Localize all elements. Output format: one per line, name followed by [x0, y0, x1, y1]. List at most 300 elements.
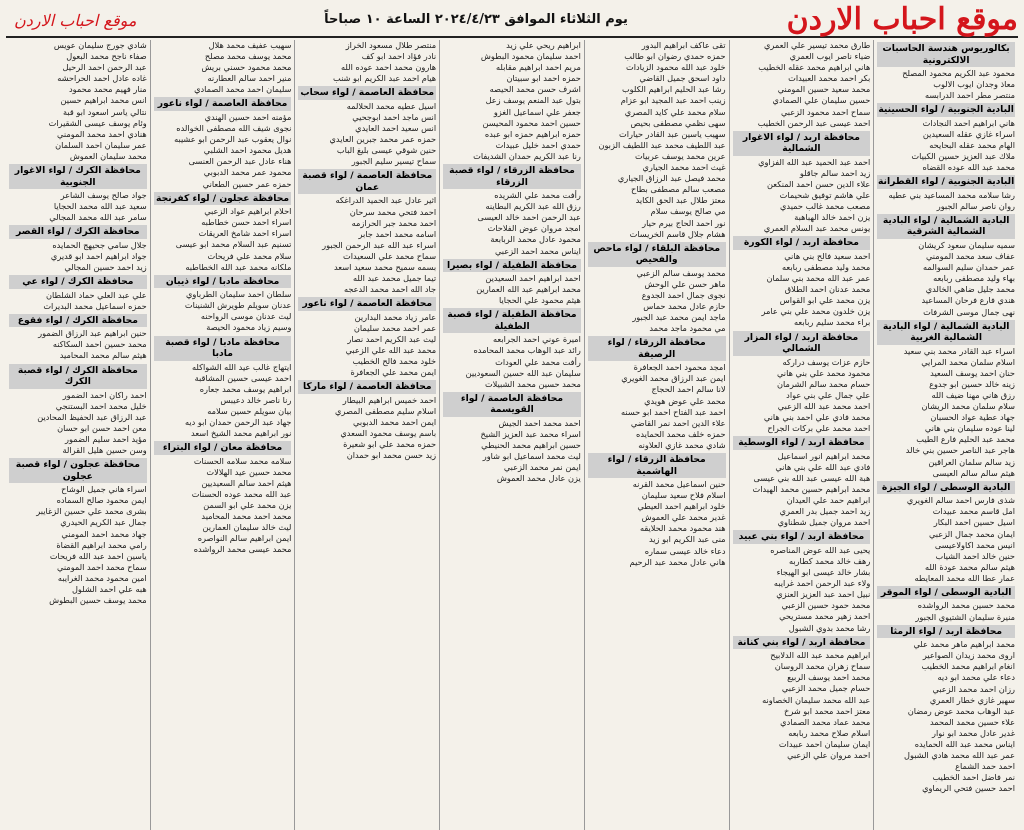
name-entry: ابراهيم ريحي علي زيد: [506, 40, 581, 50]
name-entry: وسن حسين هليل القرالة: [62, 445, 147, 456]
name-entry: سهير غازي خطار العمري: [929, 694, 1015, 705]
name-entry: رزق هاني مهنا ضيف الله: [931, 389, 1015, 400]
name-entry: ملاك عبد العزيز حسين الكبيات: [911, 151, 1015, 162]
name-entry: هندي فارع فرحان المساعيد: [921, 295, 1015, 306]
name-entry: اسلام سلمان محمد المرايي: [921, 356, 1015, 367]
name-entry: احمد راكان احمد الضمور: [62, 389, 147, 400]
name-entry: محمود عمر محمد الدبوبي: [203, 167, 292, 178]
name-entry: محمد عبد الله عوده القضاه: [922, 162, 1015, 173]
name-entry: نوال يعقوب عبد الرحمن ابو عشيبه: [174, 134, 292, 145]
name-entry: ايمان سليمان احمد عبيدات: [778, 738, 871, 749]
section-heading: محافظة الكرك / لواء فقوع: [9, 314, 147, 328]
name-entry: سهيب ياسين عبد القادر حيارات: [619, 128, 726, 139]
name-entry: رنا ناصر خالد دعيبس: [220, 394, 292, 405]
name-entry: نجوى جمال احمد الجدوع: [641, 289, 726, 300]
columns-container: [6, 40, 1018, 830]
name-entry: هيام احمد عبد الكريم ابو شنب: [333, 73, 437, 84]
column-3: [584, 40, 729, 830]
name-entry: حنين خالد احمد الشياب: [935, 550, 1015, 561]
name-entry: داود اسحق جميل القاضي: [639, 73, 726, 84]
name-entry: حمزه عمر محمد جبرين العايدي: [329, 134, 437, 145]
name-entry: ملكانه محمد عبد الله الخطاطبه: [185, 261, 292, 272]
column-7: [6, 40, 150, 830]
name-entry: رنا عبد الكريم حمدان الشديفات: [473, 150, 581, 161]
name-entry: حنان احمد يوسف السعيد: [930, 367, 1015, 378]
name-entry: زيد احمد حسين المجالي: [64, 262, 147, 272]
name-entry: نمر فاضل احمد الخطيب: [932, 772, 1015, 783]
name-entry: اشرف حسن محمد الحيصه: [489, 84, 581, 95]
section-heading: محافظة العاصمة / لواء القويسمة: [443, 392, 581, 417]
name-entry: محمد عماد محمد الصمادي: [780, 716, 871, 727]
name-entry: صفاء ناجح محمد البعول: [66, 51, 147, 62]
section-heading: محافظة الكرك / لواء الاغوار الجنوبية: [9, 164, 147, 189]
name-entry: محمد عدنان احمد الطلاق: [784, 284, 871, 295]
name-entry: علاء الدين احمد نمر القاضي: [630, 417, 726, 428]
section-heading: البادية الشمالية / لواء البادية الشمالية الغربية: [877, 320, 1015, 345]
name-entry: عبد الرزاق عبد الحفيظ المحادين: [37, 411, 147, 422]
name-entry: اسلام صلاح محمد ربابعه: [788, 727, 871, 738]
section-heading: محافظة اربد / لواء الرمثا: [877, 625, 1015, 639]
name-entry: عمر سليمان احمد السلمان: [55, 139, 147, 150]
name-entry: رأفت محمد علي الشريده: [494, 190, 581, 201]
name-entry: اسراء محمد عبد العزيز الشيخ: [480, 428, 581, 439]
name-entry: هند محمود محمد الحلايقه: [639, 523, 726, 534]
column-6: [150, 40, 295, 830]
name-entry: اسراء عبد الله عبد الرحمن الجبور: [322, 239, 437, 250]
name-entry: عبد الله محمد سليمان الخصاونه: [762, 694, 871, 705]
name-entry: محمد حمود حسين الزعبي: [781, 600, 871, 611]
name-entry: حمزه اسماعيل محمد البديرات: [43, 300, 147, 311]
name-entry: عمر احمد محمد سليمان: [353, 322, 437, 333]
section-heading: محافظة مادبا / لواء ذيبان: [154, 275, 292, 289]
name-entry: احمد محمد عبد الله الزعبي: [777, 400, 871, 411]
name-entry: ايمن محمد علي الجعافرة: [350, 367, 437, 378]
name-entry: محمد حسين عيد الهلالات: [206, 466, 292, 477]
name-entry: احمد خميس ابراهيم البيطار: [342, 394, 437, 405]
name-entry: عبد الرحمن احمد الرحيل: [62, 62, 147, 73]
name-entry: شادي محمد غازي العلاونه: [638, 439, 726, 450]
name-entry: سماح احمد محمود الزعبي: [780, 106, 871, 117]
name-entry: اسراء هاني جميل الوشاح: [61, 484, 147, 495]
name-entry: عبد اللطيف محمد عبد اللطيف الزبون: [598, 139, 726, 150]
name-entry: حسين سليمان علي الصمادي: [772, 95, 871, 106]
name-entry: هبه علي احمد الشلول: [71, 583, 147, 594]
name-entry: محمد عبد الحليم فارع الطيب: [916, 434, 1015, 445]
name-entry: جعفر علي اسماعيل الغزو: [493, 106, 581, 117]
site-title-small: موقع احباب الاردن: [14, 10, 137, 30]
section-heading: محافظة عجلون / لواء قصبة عجلون: [9, 458, 147, 483]
name-entry: محمد فادي علي احمد بني هاني: [763, 412, 871, 423]
name-entry: محمد ابراهيم حسين محمد الهيدات: [752, 484, 871, 494]
name-entry: باسم يوسف محمود السعدي: [340, 428, 437, 439]
name-entry: رائد عبد الوهاب محمد المحامده: [473, 345, 581, 356]
name-entry: ايمن ابراهيم سالم النواصره: [197, 533, 292, 544]
name-entry: محمد فيصل عبد الرزاق الجياري: [617, 173, 726, 184]
name-entry: نور احمد الحاج بيرم حيار: [642, 217, 726, 228]
name-entry: رزان احمد محمد الزعبي: [932, 683, 1015, 694]
name-entry: هاني عادل محمد عبد الرحيم: [629, 556, 726, 567]
name-entry: بشار خالد عيسى ابو الهيجاء: [776, 567, 871, 578]
name-entry: احمد مروان جميل شطناوي: [777, 517, 871, 528]
name-entry: ليث محمد اسماعيل ابو شاور: [482, 451, 581, 462]
name-entry: هيثم محمود علي الحجايا: [499, 295, 581, 306]
name-entry: سماح زهران محمد الروسان: [774, 661, 871, 672]
section-heading: محافظة الزرقاء / لواء قصبة الزرقاء: [443, 164, 581, 189]
name-entry: سماح محمد احمد المومني: [57, 561, 147, 572]
name-entry: عفاف سعد محمد المومني: [925, 251, 1015, 262]
name-entry: محمد حسين محمد الرواشده: [917, 600, 1015, 611]
name-entry: علاء حسين محمد المحمد: [929, 716, 1015, 727]
name-entry: عبد الوهاب محمد عوض رمضان: [907, 705, 1015, 716]
name-entry: علي عبد العلي حماد الشلطان: [46, 289, 147, 300]
name-entry: تقى عاكف ابراهيم البدور: [641, 40, 726, 50]
name-entry: ايمان محمد جمال الزعبي: [928, 528, 1015, 539]
name-entry: حمزه خلف محمد الحمايده: [636, 428, 726, 439]
name-entry: رزق الله عبد الكريم البطاينه: [485, 201, 581, 212]
name-entry: نادر فؤاد احمد ابو كف: [361, 51, 437, 62]
name-entry: حسام محمد سالم الشرمان: [777, 378, 871, 389]
name-entry: رشا عبد الحليم ابراهيم الكلوب: [621, 84, 726, 95]
section-heading: محافظة معان / لواء البتراء: [154, 441, 292, 455]
name-entry: زيد احمد جميل بدر العمري: [779, 506, 871, 517]
name-entry: بكر احمد محمد العبيدات: [788, 73, 871, 84]
name-entry: احمد عيسى عبد الرحمن الخطيب: [757, 117, 871, 128]
name-entry: بسمه سميح محمد سعيد اسعد: [333, 262, 437, 272]
column-4: [439, 40, 584, 830]
section-heading: بكالوريوس هندسة الحاسبات الالكترونية: [877, 42, 1015, 67]
name-entry: عمر عبد الله محمد هادي الشبول: [904, 750, 1015, 761]
name-entry: محمد محمود حسني بريش: [201, 62, 292, 73]
name-entry: محمد عبد الله علي الزعبي: [345, 345, 437, 356]
name-entry: معن احمد حسن ابو حسان: [57, 422, 147, 433]
name-entry: امل قاسم محمد عبيدات: [932, 506, 1015, 517]
name-entry: زينب احمد عبد المجيد ابو عزام: [620, 95, 726, 106]
name-entry: منتصر طلال مسعود الخراز: [345, 40, 437, 50]
section-heading: محافظة اربد / لواء الكورة: [733, 236, 871, 250]
section-heading: محافظة البلقاء / لواء ماحص والفحيص: [588, 242, 726, 267]
name-entry: علاء الدين حسن احمد المنكعن: [767, 178, 871, 189]
section-heading: محافظة الطفيلة / لواء قصبة الطفيلة: [443, 308, 581, 333]
name-entry: سلام سلمان محمد الريشان: [921, 401, 1015, 412]
name-entry: فادي عبد الله علي بني هاني: [775, 461, 871, 472]
name-entry: سهى نظمي مصطفى بحيص: [630, 117, 726, 128]
name-entry: مؤيد احمد سليم الضمور: [65, 433, 147, 444]
name-entry: سماح محمد علي السعيدات: [343, 250, 437, 261]
section-heading: البادية الوسطى / لواء الجيزة: [877, 481, 1015, 495]
column-1: [873, 40, 1018, 830]
name-entry: حمزه ابراهيم حمزه ابو عبده: [484, 128, 581, 139]
name-entry: هبة الله عيسى عبد الله بني عيسى: [753, 472, 871, 483]
name-entry: اسراء احمد شامخ العريقات: [198, 228, 292, 239]
name-entry: غاده عادل احمد الحراحشه: [57, 73, 147, 84]
name-entry: ولاء عبد الرحمن احمد غرايبه: [773, 578, 871, 589]
name-entry: احمد عيسى حسين المشاقبة: [194, 372, 292, 383]
name-entry: سامر عبد الله محمد المجالي: [49, 212, 147, 223]
name-entry: يزن احمد خالد الهباهبة: [794, 212, 871, 223]
name-entry: ليث خالد سليمان العمارين: [202, 522, 292, 533]
name-entry: اميرة عوني احمد الجرابعه: [493, 334, 581, 345]
name-entry: هيثم سالم محمد عودة الله: [924, 561, 1015, 572]
name-entry: منيرة سليمان الشتيوي الجبور: [915, 611, 1015, 622]
name-entry: حازم عزات يوسف دراركه: [782, 356, 871, 367]
name-entry: محمد وليد مصطفى ربابعه: [782, 262, 871, 272]
name-entry: انس محمد ابراهيم حسين: [60, 95, 147, 106]
name-entry: هنادي احمد محمد المومني: [57, 128, 147, 139]
name-entry: امجد محمود احمد الجعافرة: [633, 362, 726, 373]
name-entry: اسامه محمد احمد جابر: [358, 228, 437, 239]
name-entry: علي هاشم توفيق شحيمات: [779, 190, 871, 201]
name-entry: روان ناصر سالم الجبور: [936, 200, 1015, 211]
name-entry: محمد حسين احمد السكاكنه: [52, 339, 147, 350]
section-heading: محافظة اربد / لواء بني كنانة: [733, 636, 871, 650]
name-entry: معتز طلال عبد الحق الكايد: [635, 195, 726, 206]
name-entry: جلال سامي جحيهج الحمايده: [52, 239, 147, 250]
name-entry: عبد الله محمد عوده الحسنات: [191, 489, 292, 499]
name-entry: هيثم سالم سالم العيسى: [932, 467, 1015, 478]
name-entry: محمود عادل محمد الربابعة: [490, 234, 581, 245]
name-entry: ماهر حسن علي الوحش: [644, 278, 726, 289]
name-entry: حنين شوقي عيسى بليغ الباب: [336, 145, 437, 156]
name-entry: منى عبد الكريم ابو زيد: [648, 534, 726, 545]
name-entry: غيث احمد محمد الجياري: [642, 162, 726, 173]
name-entry: ايمن عبد الرزاق محمد الغويري: [621, 373, 726, 384]
date-line: يوم الثلاثاء الموافق ٢٠٢٤/٤/٢٣ الساعة ١٠ صباحاً: [324, 12, 628, 27]
name-entry: احمد زهير محمد مستريحي: [779, 611, 871, 622]
name-entry: هديل محمود احمد الشلبي: [203, 145, 292, 156]
name-entry: رشا محمد بدوي الشبول: [788, 622, 871, 633]
name-entry: طارق محمد تيسير علي العمري: [764, 40, 871, 50]
section-heading: محافظة الزرقاء / لواء الهاشمية: [588, 453, 726, 478]
name-entry: اثير عادل عبد الحميد الدراغكه: [335, 195, 437, 206]
name-entry: سماح تيسير سليم الجبور: [351, 156, 437, 167]
name-entry: منار فهيم محمد محمود: [68, 84, 147, 95]
name-entry: عامر زياد محمد البدارين: [354, 311, 437, 322]
section-heading: محافظة اربد / لواء المزار الشمالي: [733, 331, 871, 356]
section-heading: محافظة الكرك / لواء عي: [9, 275, 147, 289]
name-entry: محمد يوسف حسين البطوش: [49, 595, 147, 606]
name-entry: ايتهاج غالب عيد الله الشواكله: [192, 361, 292, 372]
section-heading: محافظة العاصمة / لواء ناعور: [154, 97, 292, 111]
section-heading: محافظة اربد / لواء الوسطية: [733, 436, 871, 450]
name-entry: دعاء علي محمد ابو ديه: [937, 672, 1015, 683]
name-entry: نجوى شيف الله مصطفى الخوالده: [176, 123, 292, 134]
name-entry: جواد صالح يوسف الشاعر: [60, 190, 147, 201]
name-entry: زيد سالم سلمان العراقين: [928, 456, 1015, 467]
name-entry: سليمان عبد الله حسين السعوديين: [465, 367, 581, 378]
name-entry: احمد سعيد فالح بني هاني: [784, 250, 871, 261]
name-entry: انس ماجد احمد ابوجحيي: [352, 111, 437, 122]
name-entry: وسيم زياد محمود الحيصة: [206, 322, 292, 333]
page-header: [6, 4, 1018, 38]
name-entry: محمد سليمان العموش: [69, 150, 147, 161]
name-entry: بتول عبد المنعم يوسف زعل: [485, 95, 581, 106]
name-entry: حمزه محمد علي ابو شعيرة: [343, 439, 437, 450]
name-entry: انيس محمد اكاولاعيسى: [934, 539, 1015, 550]
section-heading: محافظة العاصمة / لواء قصبة عمان: [298, 169, 436, 194]
name-entry: محمد احمد محمد المحاميد: [201, 511, 292, 522]
name-entry: هناء عادل عبد الرحمن العنسى: [188, 156, 292, 167]
name-entry: مؤمنه احمد حسين الهندي: [204, 111, 292, 122]
name-entry: احمد عبد الفتاح احمد ابو حسنه: [620, 406, 726, 417]
name-entry: وئام يوسف عيسى الشقيرات: [48, 117, 147, 128]
name-entry: لانا سالم احمد الحجاج: [651, 384, 726, 395]
name-entry: شذى فارس احمد سالم الغويري: [906, 495, 1015, 506]
name-entry: حنين ابراهيم عبد الرزاق الضمور: [38, 328, 147, 339]
name-entry: مي صالح يوسف سلام: [650, 206, 726, 217]
name-entry: ابراهيم محمد عبد الله الدلابيح: [770, 650, 871, 661]
section-heading: محافظة اربد / لواء بني عبيد: [733, 530, 871, 544]
name-entry: جهاد عطية عواد الحسبان: [930, 412, 1015, 423]
name-entry: اسراء عبد القادر محمد بني سعيد: [903, 345, 1015, 356]
name-entry: ليث عدنان موسى الرواحنه: [200, 311, 292, 322]
name-entry: سلام محمد علي فريحات: [207, 250, 292, 261]
name-entry: مي محمود ماجد محمد: [649, 323, 726, 334]
name-entry: احمد محمد احمد الجيش: [498, 417, 581, 428]
name-entry: عمر حمدان سليم السوالمه: [922, 262, 1015, 273]
name-entry: رهف خالد محمد كطاربه: [788, 555, 871, 566]
name-entry: يزن خلدون محمد علي بني عامر: [761, 306, 871, 317]
name-entry: منتصر مطر احمد الدرابسه: [924, 90, 1015, 101]
column-2: [729, 40, 874, 830]
name-entry: احمد محمد جبر الحرازمه: [351, 217, 437, 228]
name-entry: هيثم احمد سالم السعيديين: [201, 477, 292, 488]
section-heading: البادية الجنوبية / لواء القطرانة: [877, 176, 1015, 188]
name-entry: حمزه حمدي رضوان ابو طالب: [624, 51, 726, 62]
section-heading: محافظة الزرقاء / لواء الرصيفة: [588, 336, 726, 361]
name-entry: الهام محمد عقله البحايحه: [929, 139, 1015, 150]
name-entry: غدير عادل محمد ابو نوار: [932, 727, 1015, 738]
name-entry: سليمان احمد محمد الصمادي: [194, 84, 292, 95]
name-entry: معتز احمد محمد ابو شرخ: [784, 705, 871, 716]
name-entry: ضياء ناصر ايوب العمري: [789, 51, 871, 62]
name-entry: براء محمد سليم ربابعه: [794, 317, 871, 328]
name-entry: يزن عادل محمد العموش: [496, 473, 581, 484]
name-entry: جواد ابراهيم احمد ابو قديري: [50, 250, 147, 261]
name-entry: ابراهيم حمد علي العيدان: [786, 495, 871, 506]
name-entry: يزن محمد علي ابو القواس: [779, 295, 871, 306]
name-entry: ايمن نمر محمد الزعبي: [503, 462, 581, 473]
name-entry: احمد سليمان محمود البطوش: [480, 51, 581, 62]
name-entry: محمد سعيد حسين المومني: [777, 84, 871, 95]
name-entry: عبد الرحمن احمد خالد العيسى: [477, 212, 581, 223]
name-entry: لينا عوده سليمان بني هاني: [924, 423, 1015, 434]
name-entry: حسين ابراهيم محمد الحنيطي: [481, 440, 581, 451]
section-heading: البادية الوسطى / لواء الموقر: [877, 586, 1015, 600]
name-entry: محمد علي عوض هويدي: [644, 395, 726, 406]
name-entry: اسلام سليم مصطفى المصري: [335, 405, 437, 416]
name-entry: هيثم سالم محمد المحاميد: [59, 350, 147, 361]
section-heading: محافظة اربد / لواء الاغوار الشمالية: [733, 131, 871, 156]
name-entry: سميه سليمان سعود كريشان: [918, 239, 1015, 250]
name-entry: تسنيم عبد السلام محمد ابو عيسى: [175, 239, 292, 250]
name-entry: بيان سويلم حسين سلامه: [207, 405, 292, 416]
name-entry: رشا سلامه محمد المساعيد بني عطيه: [888, 189, 1015, 200]
name-entry: محمد حسين محمد الشبيلات: [484, 378, 581, 389]
name-entry: هشام جلال قاسم الخريسات: [629, 228, 726, 239]
section-heading: محافظة مادبا / لواء قصبة مادبا: [154, 336, 292, 361]
name-entry: زيد احمد سالم جاقلو: [799, 167, 871, 178]
name-entry: مصعب محمد غالب حميدي: [780, 201, 871, 212]
name-entry: عمر عبد الله محمد بني سلمان: [766, 273, 871, 284]
column-5: [294, 40, 439, 830]
name-entry: احمد مروان علي الزعبي: [787, 749, 871, 760]
name-entry: احمد حمد الشماع: [955, 761, 1015, 772]
name-entry: اسراء غازي عقله السعيدين: [922, 128, 1015, 139]
name-entry: حمزه احمد ابو سبيتان: [506, 73, 581, 84]
name-entry: مريم احمد ابراهيم مقابله: [496, 62, 581, 73]
name-entry: ماجد ايمن محمد عبد الجبور: [632, 312, 726, 323]
name-entry: سلطان احمد سليمان الطرباوي: [186, 289, 292, 300]
name-entry: ايناس محمد عبد الله الحمايده: [914, 739, 1015, 749]
name-entry: سلام محمد علي كايد المصري: [624, 106, 726, 117]
name-entry: محمد جليل ضاهي الخالدي: [925, 284, 1015, 295]
name-entry: احمد ابراهيم احمد السعيدين: [485, 273, 581, 284]
section-heading: البادية الجنوبية / لواء الحسينية: [878, 104, 1014, 116]
name-entry: معاذ وجدان ايوب الالوب: [933, 79, 1015, 90]
name-entry: يزن محمد علي ابو السمن: [203, 500, 292, 511]
name-entry: جهاد عبد الرحمن حمدان ابو ديه: [184, 417, 292, 428]
site-title: موقع احباب الاردن: [786, 2, 1018, 37]
name-entry: محمد يوسف محمد مصلح: [204, 51, 292, 62]
name-entry: ياسين احمد عبد الله فريحات: [49, 550, 147, 561]
name-entry: جمال عبد الكريم الحيدري: [60, 517, 147, 528]
name-entry: اسلام فلاح سعيد سليمان: [641, 490, 726, 501]
name-entry: احمد عبد الحميد عبد الله الفزاوي: [758, 156, 871, 167]
name-entry: احمد محمد علي بركات الجراح: [767, 423, 871, 434]
name-entry: محمد احمد يوسف الربيع: [787, 672, 871, 683]
name-entry: اسراء احمد حسن خطاطبه: [201, 217, 292, 228]
name-entry: دعاء خالد عيسى سماره: [644, 545, 726, 556]
name-entry: هارون محمد احمد عوده الله: [340, 62, 437, 73]
name-entry: محمد يوسف سالم الزعبي: [636, 267, 726, 278]
name-entry: سلامه محمد سلامه الحسنات: [193, 455, 292, 466]
name-entry: امجد مروان عوض الفلاحات: [487, 223, 581, 234]
name-entry: محمد عيسى محمد الرواشده: [193, 544, 292, 555]
name-entry: انس سعيد احمد العايدي: [355, 123, 437, 134]
name-entry: زينه خالد حسين ابو جدوع: [929, 378, 1015, 389]
name-entry: عدنان سويلم طويرش الشنينات: [184, 300, 292, 311]
section-heading: محافظة الكرك / لواء القصر: [9, 225, 147, 239]
name-entry: امين محمود محمد الغرايبه: [57, 572, 147, 583]
name-entry: سهيب عفيف محمد هلال: [208, 40, 292, 50]
name-entry: تيما جميل محمد عبد الله: [353, 273, 437, 284]
name-entry: حمزه عمر حسين الطعاني: [202, 178, 292, 189]
section-heading: محافظة عجلون / لواء كفرنجة: [154, 192, 292, 206]
name-entry: رأفت محمد علي العودات: [495, 356, 581, 367]
name-entry: ايمن احمد محمد الدبوبي: [353, 417, 437, 428]
section-heading: محافظة الكرك / لواء قصبة الكرك: [9, 364, 147, 389]
name-entry: حنين اسماعيل محمد القرنه: [632, 479, 726, 489]
name-entry: هاني ابراهيم احمد النجادات: [922, 117, 1015, 128]
section-heading: محافظة العاصمة / لواء ناعور: [298, 297, 436, 311]
name-entry: خلود محمد فالح الخطيب: [352, 356, 437, 367]
name-entry: علي جمال علي بني عواد: [786, 389, 871, 400]
section-heading: محافظة العاصمة / لواء ماركا: [298, 380, 436, 394]
name-entry: يحيى عبد الله عوض المناصره: [770, 544, 871, 555]
name-entry: اسيل عطيه محمد الحلالمه: [346, 100, 437, 111]
name-entry: خلود عبد الله محمود الزيادات: [626, 62, 726, 73]
name-entry: محمود عبد الكريم محمود المصلح: [902, 68, 1015, 78]
name-entry: منير احمد سالم العطارنه: [207, 73, 292, 84]
name-entry: شادي جورج سليمان عويس: [53, 40, 147, 50]
name-entry: انغام ابراهيم محمد الخطيب: [921, 661, 1015, 672]
name-entry: نهى جمال موسى الشرفات: [923, 306, 1015, 317]
name-entry: محمد ابراهيم ماهر محمد علي: [913, 639, 1015, 650]
name-entry: ليث عبد الكريم احمد نصار: [347, 333, 437, 344]
section-heading: البادية الشمالية / لواء البادية الشمالية الشرقية: [877, 214, 1015, 239]
name-entry: عرين محمد يوسف عربيات: [634, 150, 726, 161]
section-heading: محافظة العاصمة / لواء سحاب: [298, 86, 436, 100]
